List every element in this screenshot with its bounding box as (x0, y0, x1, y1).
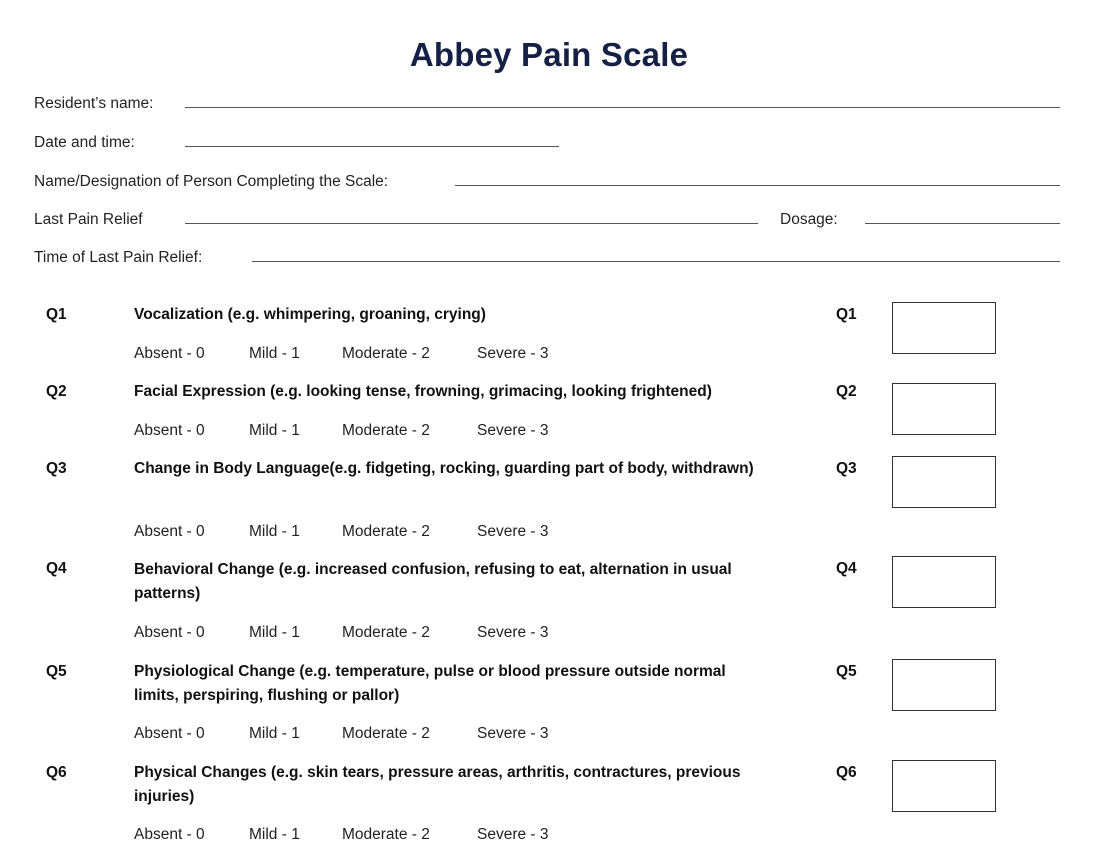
option-moderate: Moderate - 2 (342, 826, 430, 843)
q6-score-box[interactable] (892, 760, 996, 812)
resident-name-label: Resident’s name: (34, 95, 154, 112)
question-text: Behavioral Change (e.g. increased confusion, refusing to eat, alternation in usual patterns) (134, 561, 732, 602)
question-id-right: Q3 (836, 460, 857, 477)
option-absent: Absent - 0 (134, 422, 205, 439)
option-mild: Mild - 1 (249, 422, 300, 439)
question-id-right: Q4 (836, 560, 857, 577)
option-absent: Absent - 0 (134, 826, 205, 843)
question-text: Facial Expression (e.g. looking tense, frowning, grimacing, looking frightened) (134, 383, 712, 400)
last-pain-relief-field[interactable] (185, 223, 758, 224)
option-severe: Severe - 3 (477, 422, 549, 439)
last-pain-relief-label: Last Pain Relief (34, 211, 143, 228)
option-moderate: Moderate - 2 (342, 523, 430, 540)
time-last-relief-label: Time of Last Pain Relief: (34, 249, 203, 266)
option-mild: Mild - 1 (249, 624, 300, 641)
q3-score-box[interactable] (892, 456, 996, 508)
option-moderate: Moderate - 2 (342, 345, 430, 362)
dosage-field[interactable] (865, 223, 1060, 224)
option-moderate: Moderate - 2 (342, 725, 430, 742)
question-id-right: Q6 (836, 764, 857, 781)
dosage-label: Dosage: (780, 211, 838, 228)
question-id-left: Q1 (46, 306, 67, 323)
question-id-left: Q4 (46, 560, 67, 577)
question-id-right: Q1 (836, 306, 857, 323)
option-absent: Absent - 0 (134, 725, 205, 742)
question-id-left: Q2 (46, 383, 67, 400)
option-mild: Mild - 1 (249, 345, 300, 362)
q4-score-box[interactable] (892, 556, 996, 608)
time-last-relief-field[interactable] (252, 261, 1060, 262)
question-id-right: Q2 (836, 383, 857, 400)
date-time-field[interactable] (185, 146, 559, 147)
option-severe: Severe - 3 (477, 345, 549, 362)
question-text: Vocalization (e.g. whimpering, groaning, crying) (134, 306, 486, 323)
option-severe: Severe - 3 (477, 826, 549, 843)
completer-field[interactable] (455, 185, 1060, 186)
question-id-left: Q3 (46, 460, 67, 477)
page-title: Abbey Pain Scale (409, 36, 689, 73)
option-absent: Absent - 0 (134, 345, 205, 362)
option-severe: Severe - 3 (477, 523, 549, 540)
option-severe: Severe - 3 (477, 624, 549, 641)
option-moderate: Moderate - 2 (342, 422, 430, 439)
option-mild: Mild - 1 (249, 725, 300, 742)
question-id-left: Q6 (46, 764, 67, 781)
q2-score-box[interactable] (892, 383, 996, 435)
option-absent: Absent - 0 (134, 624, 205, 641)
q5-score-box[interactable] (892, 659, 996, 711)
option-absent: Absent - 0 (134, 523, 205, 540)
question-text: Physical Changes (e.g. skin tears, pressure areas, arthritis, contractures, previous injuries) (134, 764, 741, 805)
question-id-left: Q5 (46, 663, 67, 680)
option-mild: Mild - 1 (249, 826, 300, 843)
date-time-label: Date and time: (34, 134, 135, 151)
q1-score-box[interactable] (892, 302, 996, 354)
completer-label: Name/Designation of Person Completing the Scale: (34, 173, 389, 190)
question-text: Physiological Change (e.g. temperature, pulse or blood pressure outside normal limits, perspiring, flushing or pallor) (134, 663, 726, 704)
option-moderate: Moderate - 2 (342, 624, 430, 641)
option-severe: Severe - 3 (477, 725, 549, 742)
option-mild: Mild - 1 (249, 523, 300, 540)
question-text: Change in Body Language(e.g. fidgeting, rocking, guarding part of body, withdrawn) (134, 460, 754, 477)
resident-name-field[interactable] (185, 107, 1060, 108)
question-id-right: Q5 (836, 663, 857, 680)
